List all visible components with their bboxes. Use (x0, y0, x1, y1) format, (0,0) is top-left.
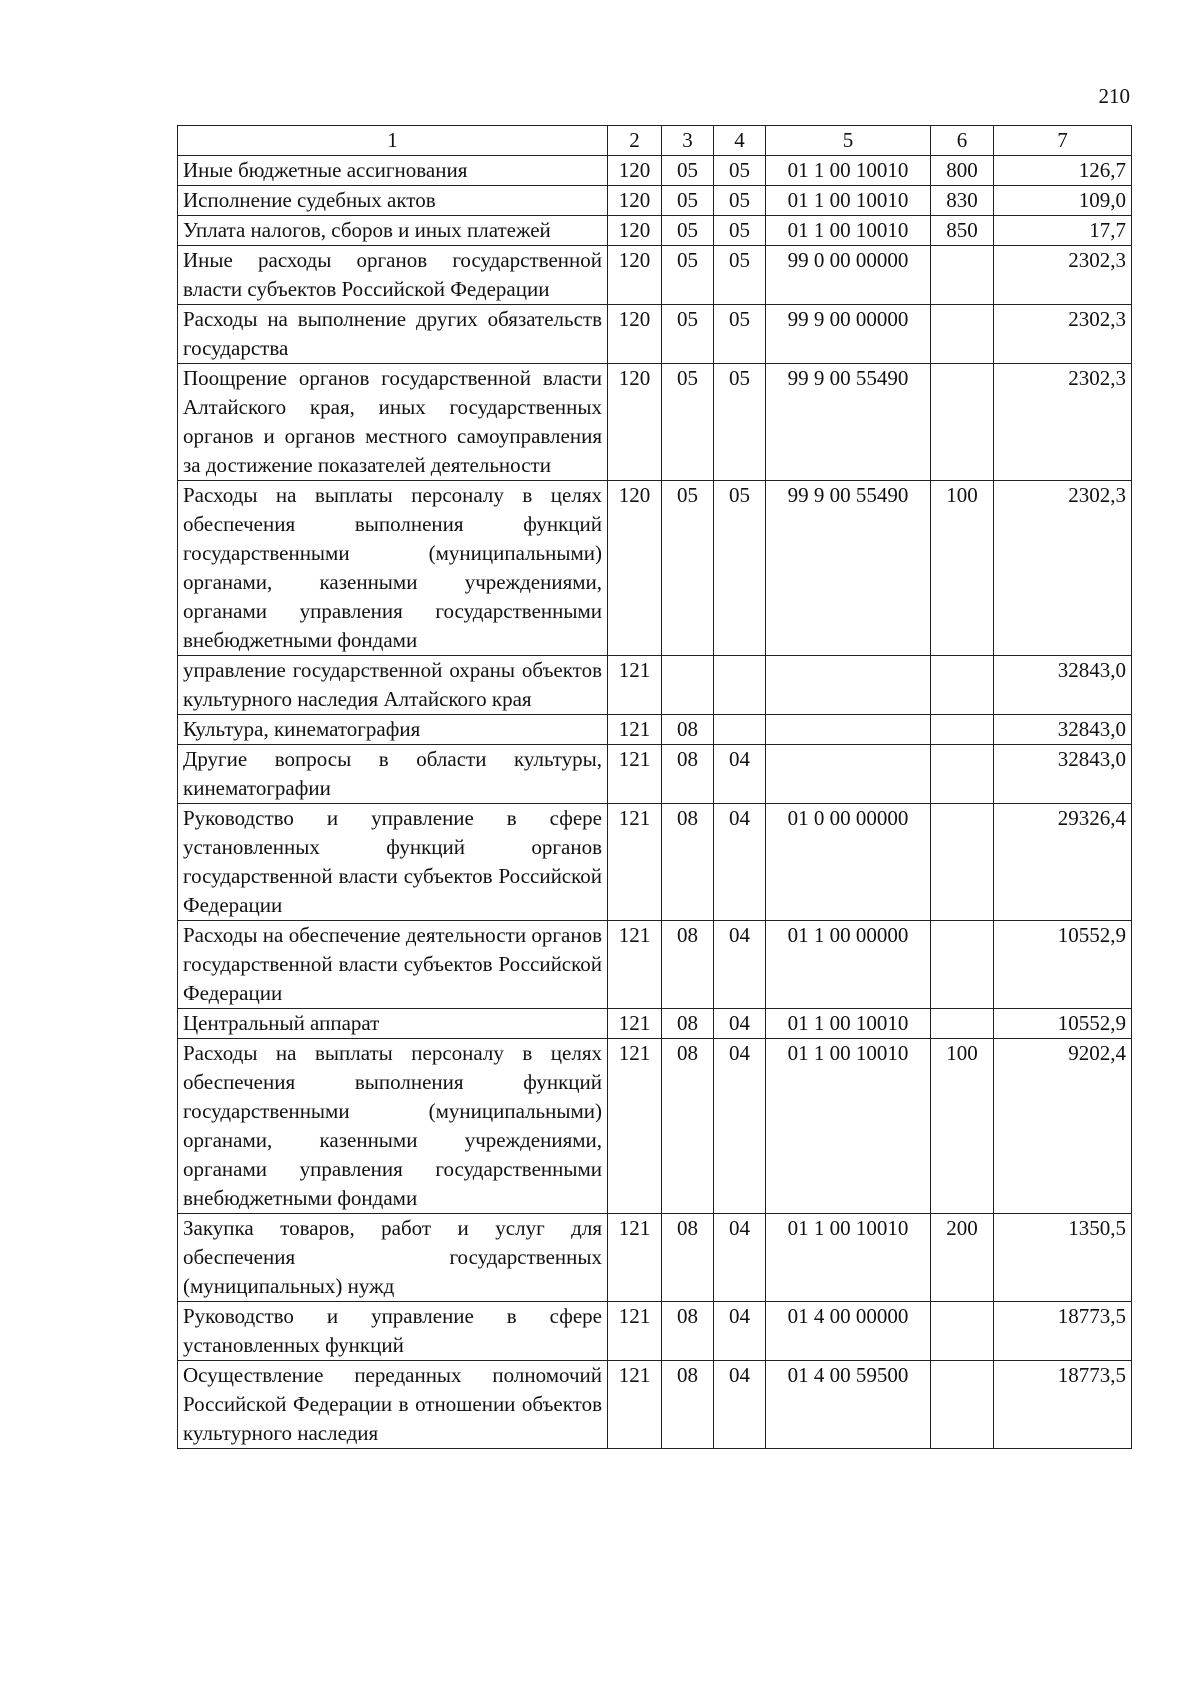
amount-cell: 1350,5 (994, 1214, 1132, 1302)
subsection-cell: 04 (714, 1361, 766, 1449)
amount-cell: 10552,9 (994, 921, 1132, 1009)
ministry-code-cell: 120 (608, 305, 662, 364)
expense-type-cell (931, 1302, 994, 1361)
target-article-cell: 99 9 00 55490 (766, 364, 931, 481)
ministry-code-cell: 121 (608, 804, 662, 921)
subsection-cell: 05 (714, 305, 766, 364)
expense-type-cell: 100 (931, 481, 994, 656)
section-cell: 05 (662, 481, 714, 656)
target-article-cell: 01 1 00 10010 (766, 1039, 931, 1214)
target-article-cell (766, 656, 931, 715)
subsection-cell: 05 (714, 246, 766, 305)
section-cell: 08 (662, 1009, 714, 1039)
target-article-cell: 01 4 00 59500 (766, 1361, 931, 1449)
expense-type-cell: 800 (931, 156, 994, 186)
ministry-code-cell: 121 (608, 1361, 662, 1449)
ministry-code-cell: 121 (608, 1009, 662, 1039)
section-cell: 05 (662, 364, 714, 481)
column-header: 5 (766, 126, 931, 156)
ministry-code-cell: 120 (608, 156, 662, 186)
expense-type-cell: 830 (931, 186, 994, 216)
table-row (178, 804, 1132, 921)
target-article-cell (766, 745, 931, 804)
expense-type-cell (931, 1361, 994, 1449)
section-cell: 08 (662, 921, 714, 1009)
expense-name-cell: Иные бюджетные ассигнования (178, 156, 608, 186)
column-header: 2 (608, 126, 662, 156)
expense-type-cell: 100 (931, 1039, 994, 1214)
table-row (178, 305, 1132, 364)
table-row (178, 1302, 1132, 1361)
expense-name-cell: Расходы на выплаты персоналу в целях обеспечения выполнения функций государственными (муниципальными) органами, казенными учреждениями, органами управления государственными внебюджетными фондами (178, 481, 608, 656)
subsection-cell: 05 (714, 364, 766, 481)
amount-cell: 2302,3 (994, 305, 1132, 364)
expense-type-cell: 200 (931, 1214, 994, 1302)
ministry-code-cell: 121 (608, 656, 662, 715)
subsection-cell: 05 (714, 156, 766, 186)
expense-type-cell (931, 364, 994, 481)
amount-cell: 32843,0 (994, 715, 1132, 745)
table-row (178, 745, 1132, 804)
target-article-cell: 01 1 00 10010 (766, 1009, 931, 1039)
section-cell: 08 (662, 745, 714, 804)
expense-type-cell: 850 (931, 216, 994, 246)
expense-name-cell: Расходы на выполнение других обязательств государства (178, 305, 608, 364)
ministry-code-cell: 120 (608, 481, 662, 656)
ministry-code-cell: 120 (608, 216, 662, 246)
column-header: 4 (714, 126, 766, 156)
table-row (178, 1361, 1132, 1449)
table-row (178, 1009, 1132, 1039)
expense-type-cell (931, 656, 994, 715)
expense-name-cell: Исполнение судебных актов (178, 186, 608, 216)
subsection-cell: 04 (714, 804, 766, 921)
section-cell: 05 (662, 156, 714, 186)
section-cell: 08 (662, 1039, 714, 1214)
subsection-cell (714, 656, 766, 715)
table-row (178, 156, 1132, 186)
table-row (178, 481, 1132, 656)
expense-type-cell (931, 305, 994, 364)
target-article-cell: 99 0 00 00000 (766, 246, 931, 305)
target-article-cell: 01 1 00 10010 (766, 1214, 931, 1302)
amount-cell: 109,0 (994, 186, 1132, 216)
expense-name-cell: Руководство и управление в сфере установленных функций (178, 1302, 608, 1361)
table-row (178, 1214, 1132, 1302)
amount-cell: 2302,3 (994, 246, 1132, 305)
amount-cell: 32843,0 (994, 745, 1132, 804)
expense-type-cell (931, 1009, 994, 1039)
expense-type-cell (931, 715, 994, 745)
section-cell: 05 (662, 186, 714, 216)
amount-cell: 10552,9 (994, 1009, 1132, 1039)
expense-name-cell: Расходы на обеспечение деятельности органов государственной власти субъектов Российской Федерации (178, 921, 608, 1009)
expense-name-cell: Культура, кинематография (178, 715, 608, 745)
expense-type-cell (931, 246, 994, 305)
table-row (178, 656, 1132, 715)
section-cell: 08 (662, 804, 714, 921)
header-row (178, 126, 1132, 156)
ministry-code-cell: 120 (608, 364, 662, 481)
expense-name-cell: Осуществление переданных полномочий Российской Федерации в отношении объектов культурного наследия (178, 1361, 608, 1449)
ministry-code-cell: 121 (608, 715, 662, 745)
ministry-code-cell: 120 (608, 246, 662, 305)
amount-cell: 9202,4 (994, 1039, 1132, 1214)
target-article-cell: 99 9 00 55490 (766, 481, 931, 656)
subsection-cell: 04 (714, 1009, 766, 1039)
column-header: 7 (994, 126, 1132, 156)
amount-cell: 32843,0 (994, 656, 1132, 715)
ministry-code-cell: 120 (608, 186, 662, 216)
amount-cell: 18773,5 (994, 1361, 1132, 1449)
table-row (178, 216, 1132, 246)
expense-name-cell: Иные расходы органов государственной власти субъектов Российской Федерации (178, 246, 608, 305)
subsection-cell: 04 (714, 1302, 766, 1361)
subsection-cell: 04 (714, 921, 766, 1009)
ministry-code-cell: 121 (608, 1039, 662, 1214)
target-article-cell (766, 715, 931, 745)
subsection-cell: 04 (714, 745, 766, 804)
expense-name-cell: Расходы на выплаты персоналу в целях обеспечения выполнения функций государственными (муниципальными) органами, казенными учреждениями, органами управления государственными внебюджетными фондами (178, 1039, 608, 1214)
column-header: 3 (662, 126, 714, 156)
expense-type-cell (931, 921, 994, 1009)
ministry-code-cell: 121 (608, 921, 662, 1009)
target-article-cell: 01 1 00 00000 (766, 921, 931, 1009)
expense-name-cell: Центральный аппарат (178, 1009, 608, 1039)
subsection-cell: 05 (714, 481, 766, 656)
section-cell: 05 (662, 246, 714, 305)
target-article-cell: 01 1 00 10010 (766, 156, 931, 186)
amount-cell: 2302,3 (994, 481, 1132, 656)
section-cell: 08 (662, 1302, 714, 1361)
subsection-cell: 04 (714, 1214, 766, 1302)
amount-cell: 126,7 (994, 156, 1132, 186)
amount-cell: 17,7 (994, 216, 1132, 246)
section-cell: 08 (662, 1214, 714, 1302)
table-row (178, 715, 1132, 745)
page-number: 210 (1098, 84, 1130, 108)
subsection-cell: 05 (714, 186, 766, 216)
amount-cell: 18773,5 (994, 1302, 1132, 1361)
section-cell: 05 (662, 305, 714, 364)
expense-type-cell (931, 745, 994, 804)
ministry-code-cell: 121 (608, 1302, 662, 1361)
ministry-code-cell: 121 (608, 1214, 662, 1302)
table-row (178, 186, 1132, 216)
table-row (178, 246, 1132, 305)
target-article-cell: 01 1 00 10010 (766, 186, 931, 216)
section-cell: 08 (662, 1361, 714, 1449)
expense-name-cell: Уплата налогов, сборов и иных платежей (178, 216, 608, 246)
column-header: 1 (178, 126, 608, 156)
amount-cell: 29326,4 (994, 804, 1132, 921)
table-row (178, 1039, 1132, 1214)
table-row (178, 921, 1132, 1009)
budget-table (177, 125, 1132, 1449)
target-article-cell: 99 9 00 00000 (766, 305, 931, 364)
column-header: 6 (931, 126, 994, 156)
amount-cell: 2302,3 (994, 364, 1132, 481)
subsection-cell (714, 715, 766, 745)
expense-name-cell: управление государственной охраны объектов культурного наследия Алтайского края (178, 656, 608, 715)
section-cell: 05 (662, 216, 714, 246)
target-article-cell: 01 0 00 00000 (766, 804, 931, 921)
section-cell: 08 (662, 715, 714, 745)
expense-name-cell: Закупка товаров, работ и услуг для обеспечения государственных (муниципальных) нужд (178, 1214, 608, 1302)
expense-name-cell: Другие вопросы в области культуры, кинематографии (178, 745, 608, 804)
section-cell (662, 656, 714, 715)
target-article-cell: 01 1 00 10010 (766, 216, 931, 246)
table-row (178, 364, 1132, 481)
expense-name-cell: Поощрение органов государственной власти Алтайского края, иных государственных органов и органов местного самоуправления за достижение показателей деятельности (178, 364, 608, 481)
subsection-cell: 05 (714, 216, 766, 246)
expense-type-cell (931, 804, 994, 921)
ministry-code-cell: 121 (608, 745, 662, 804)
target-article-cell: 01 4 00 00000 (766, 1302, 931, 1361)
subsection-cell: 04 (714, 1039, 766, 1214)
expense-name-cell: Руководство и управление в сфере установленных функций органов государственной власти субъектов Российской Федерации (178, 804, 608, 921)
